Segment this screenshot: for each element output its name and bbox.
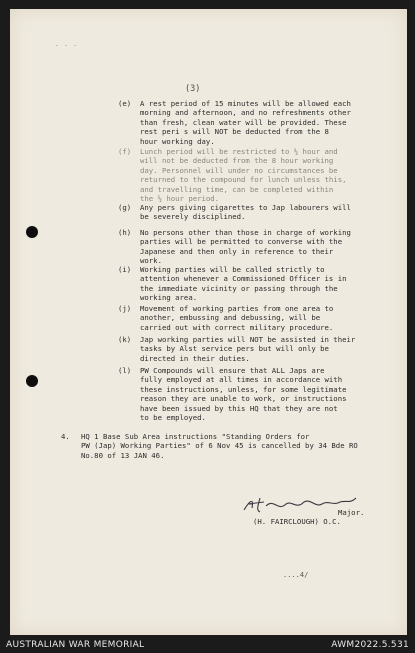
paragraph-text: A rest period of 15 minutes will be allowed each morning and afternoon, and no refreshments other than fresh, clean water will be provided. These rest peri s will NOT be deducted from the 8 hour working day.	[140, 99, 351, 146]
punch-hole-bottom	[26, 375, 38, 387]
paragraph-label: (l)	[118, 366, 132, 375]
paragraph-4-number: 4.	[61, 432, 70, 441]
paragraph-label: (h)	[118, 228, 132, 237]
footer-reference: AWM2022.5.531	[331, 640, 409, 650]
paragraph-label: (e)	[118, 99, 132, 108]
paragraph-item	[118, 366, 347, 423]
paragraph-text: Any pers giving cigarettes to Jap labourers will be severely disciplined.	[140, 203, 351, 222]
paragraph-text: Jap working parties will NOT be assisted in their tasks by Alst service pers but will only be directed in their duties.	[140, 335, 356, 363]
paragraph-label: (i)	[118, 265, 132, 274]
paragraph-item	[118, 335, 356, 363]
margin-mark: - - -	[55, 42, 79, 49]
paragraph-text: Lunch period will be restricted to ½ hour and will not be deducted from the 8 hour working day. Personnel will under no circumstances be returned to the compound for lunch unless this, and travelling time, can be completed within the ½ hour period.	[140, 147, 347, 204]
signatory-name: (H. FAIRCLOUGH) O.C.	[253, 517, 341, 526]
paragraph-item	[118, 304, 334, 332]
paragraph-label: (j)	[118, 304, 132, 313]
paragraph-item	[118, 203, 351, 222]
paragraph-label: (f)	[118, 147, 132, 156]
paragraph-item	[118, 99, 351, 146]
paragraph-label: (k)	[118, 335, 132, 344]
paragraph-text: No persons other than those in charge of working parties will be permitted to converse with the Japanese and then only in reference to their work.	[140, 228, 351, 266]
punch-hole-top	[26, 226, 38, 238]
paragraph-item	[118, 228, 351, 266]
signatory-rank: Major.	[338, 508, 365, 517]
paragraph-4-text: HQ 1 Base Sub Area instructions "Standing Orders for PW (Jap) Working Parties" of 6 Nov 45 is cancelled by 34 Bde RO No.80 of 13 JAN 46.	[81, 432, 358, 460]
paragraph-text: Working parties will be called strictly to attention whenever a Commissioned Officer is in the immediate vicinity or passing through the working area.	[140, 265, 347, 303]
paragraph-item	[118, 265, 347, 303]
footer-source: AUSTRALIAN WAR MEMORIAL	[6, 640, 145, 650]
paragraph-text: Movement of working parties from one area to another, embussing and debussing, will be carried out with correct military procedure.	[140, 304, 334, 332]
page-number: (3)	[185, 84, 201, 94]
paragraph-label: (g)	[118, 203, 132, 212]
continuation-mark: ....4/	[283, 571, 309, 579]
paragraph-text: PW Compounds will ensure that ALL Japs are fully employed at all times in accordance with these instructions, unless, for some legitimate reason they are unable to work, or instructions have been issued by this HQ that they are not to be employed.	[140, 366, 347, 423]
paragraph-4	[61, 432, 358, 460]
paragraph-item	[118, 147, 347, 204]
